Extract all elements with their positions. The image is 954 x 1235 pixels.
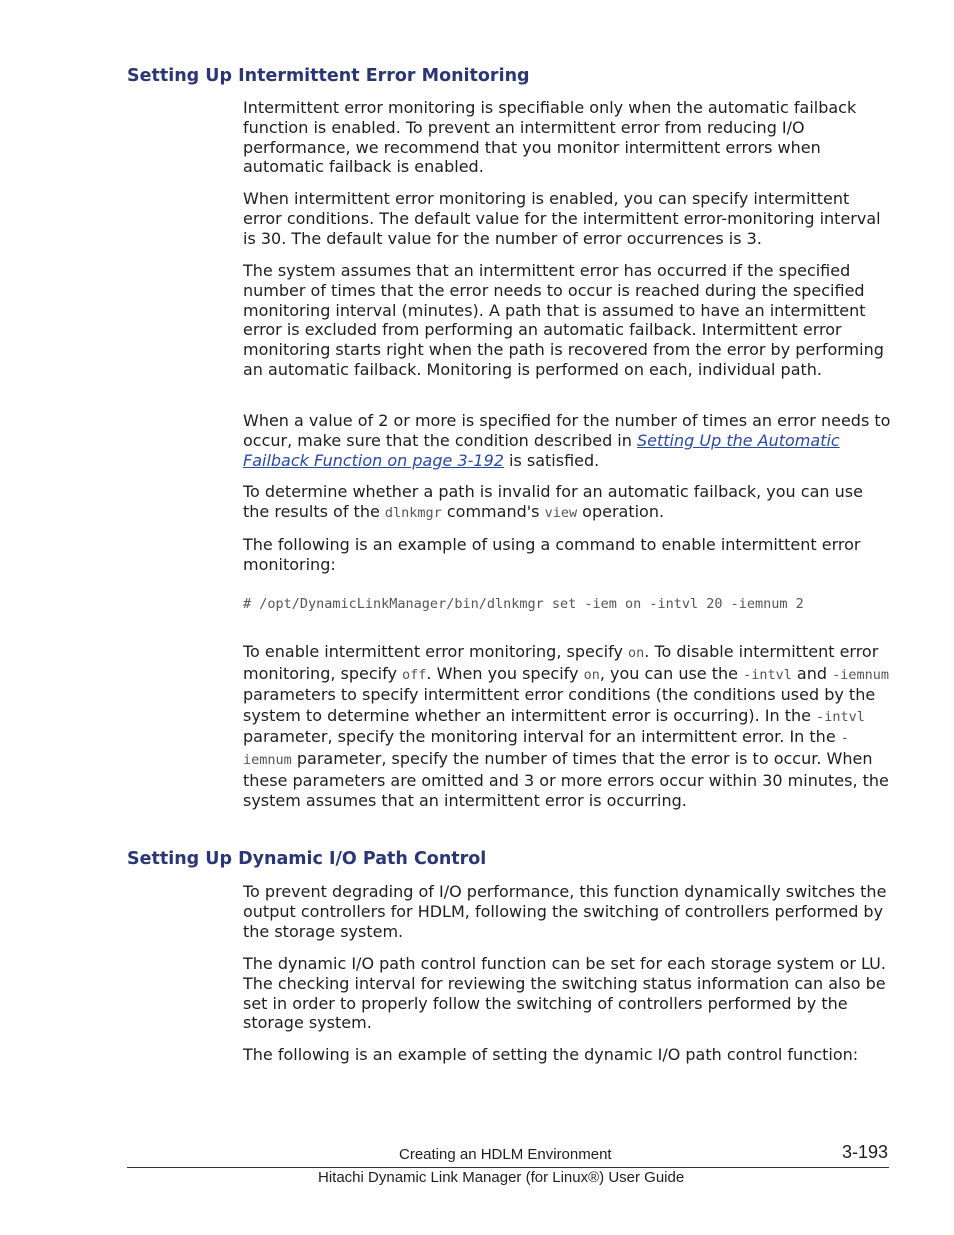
paragraph xyxy=(243,98,893,177)
code-example: # /opt/DynamicLinkManager/bin/dlnkmgr set -iem on -intvl 20 -iemnum 2 xyxy=(243,596,804,612)
paragraph-text: When intermittent error monitoring is enabled, you can specify intermittent error conditions. The default value for the intermittent error-monitoring interval is 30. The default value for the number of error occurrences is 3. xyxy=(243,189,881,248)
section-heading: Setting Up Intermittent Error Monitoring xyxy=(127,66,530,86)
paragraph-text: The dynamic I/O path control function can be set for each storage system or LU. The checking interval for reviewing the switching status information can also be set in order to properly follow the switching of controllers performed by the storage system. xyxy=(243,954,886,1033)
paragraph xyxy=(243,954,893,1033)
text-run: and xyxy=(791,663,833,683)
paragraph-text: The following is an example of using a command to enable intermittent error monitoring: xyxy=(243,535,861,574)
paragraph-text: The following is an example of setting the dynamic I/O path control function: xyxy=(243,1045,859,1064)
paragraph-text: Intermittent error monitoring is specifiable only when the automatic failback function is enabled. To prevent an intermittent error from reducing I/O performance, we recommend that you monitor intermittent errors when automatic failback is enabled. xyxy=(243,98,857,177)
inline-code: view xyxy=(544,504,578,521)
section-heading: Setting Up Dynamic I/O Path Control xyxy=(127,849,487,869)
footer-book-title: Hitachi Dynamic Link Manager (for Linux®) User Guide xyxy=(318,1169,685,1186)
text-run: operation. xyxy=(577,501,665,521)
text-run: , you can use the xyxy=(599,663,744,683)
inline-code: on xyxy=(583,666,600,683)
text-run: parameter, specify the number of times that the error is to occur. When these parameters are omitted and 3 or more errors occur within 30 minutes, the system assumes that an intermittent error is occurring. xyxy=(243,748,889,811)
paragraph xyxy=(243,261,893,380)
inline-code: dlnkmgr xyxy=(384,504,442,521)
inline-code: -intvl xyxy=(743,666,792,683)
paragraph xyxy=(243,189,893,248)
paragraph xyxy=(243,482,893,524)
paragraph xyxy=(243,1045,903,1065)
paragraph-text: The system assumes that an intermittent error has occurred if the specified number of times that the error needs to occur is reached during the specified monitoring interval (minutes). A path that is assumed to have an intermittent error is excluded from performing an automatic failback. Intermittent error monitoring starts right when the path is recovered from the error by performing an automatic failback. Monitoring is performed on each, individual path. xyxy=(243,261,884,379)
cross-reference-link[interactable]: Setting Up the Automatic Failback Function on page 3-192 xyxy=(243,430,840,470)
text-run: . When you specify xyxy=(426,663,584,683)
inline-code: -intvl xyxy=(816,708,865,725)
text-run: is satisfied. xyxy=(503,450,600,470)
paragraph xyxy=(243,882,893,941)
inline-code: on xyxy=(628,645,645,661)
footer-divider xyxy=(127,1167,889,1168)
paragraph xyxy=(243,535,893,575)
text-run: . To disable intermittent error monitoring, specify xyxy=(243,642,879,683)
footer-chapter-title: Creating an HDLM Environment xyxy=(399,1146,612,1163)
text-run: command's xyxy=(441,501,545,521)
inline-code: -iemnum xyxy=(832,666,890,683)
paragraph xyxy=(243,411,893,470)
paragraph-text: To prevent degrading of I/O performance, this function dynamically switches the output controllers for HDLM, following the switching of controllers performed by the storage system. xyxy=(243,882,887,941)
inline-code: off xyxy=(402,666,427,683)
inline-code: -iemnum xyxy=(243,730,849,768)
paragraph xyxy=(243,642,891,812)
text-run: When a value of 2 or more is specified for the number of times an error needs to occur, make sure that the condition described in xyxy=(243,411,891,450)
text-run: To enable intermittent error monitoring, specify xyxy=(243,642,628,661)
page-number: 3-193 xyxy=(841,1142,888,1162)
text-run: To determine whether a path is invalid for an automatic failback, you can use the results of the xyxy=(243,482,863,521)
paragraph-text xyxy=(243,411,893,470)
text-run: parameter, specify the monitoring interval for an intermittent error. In the xyxy=(243,727,841,747)
paragraph-text xyxy=(243,482,893,524)
paragraph-text xyxy=(243,642,891,812)
text-run: parameters to specify intermittent error conditions (the conditions used by the system to determine whether an intermittent error is occurring). In the xyxy=(243,685,876,725)
